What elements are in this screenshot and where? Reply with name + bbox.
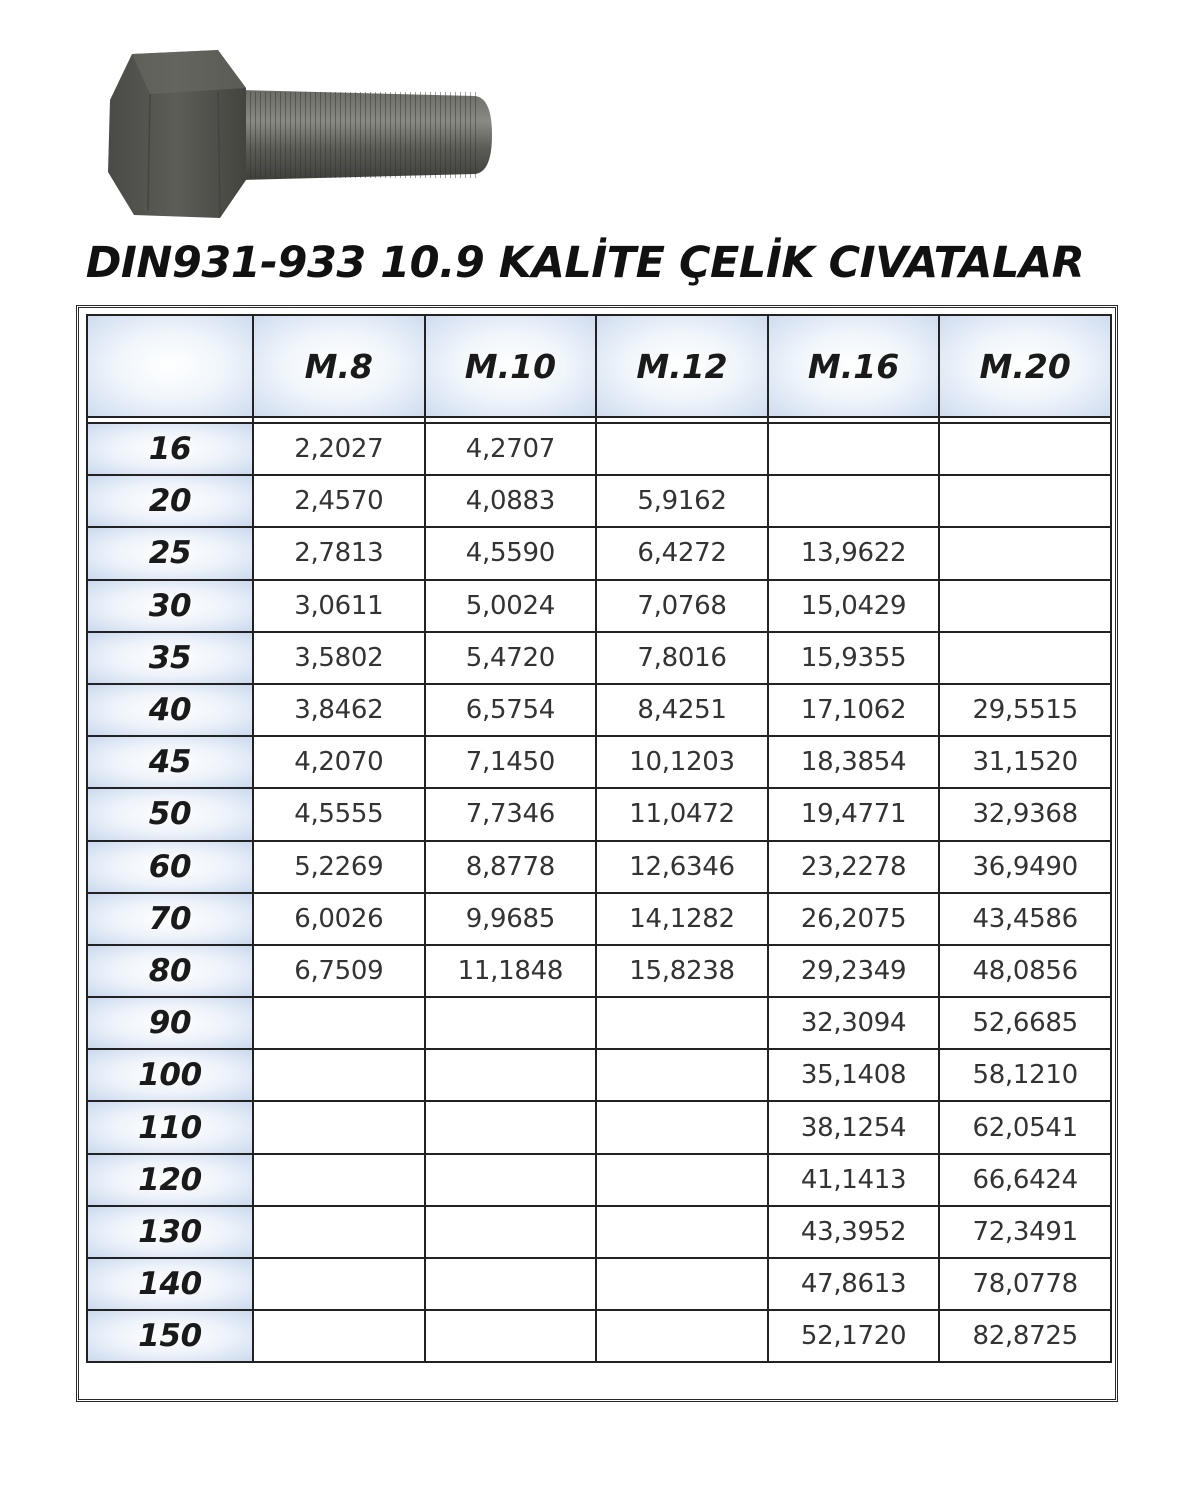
table-cell: 5,2269	[253, 841, 425, 893]
row-length-label: 70	[87, 893, 253, 945]
table-cell: 52,1720	[768, 1310, 940, 1362]
row-length-label: 25	[87, 527, 253, 579]
table-cell: 43,3952	[768, 1206, 940, 1258]
table-cell: 2,4570	[253, 475, 425, 527]
table-cell: 17,1062	[768, 684, 940, 736]
table-cell	[939, 580, 1111, 632]
table-row	[87, 736, 1111, 788]
table-row	[87, 423, 1111, 475]
table-cell	[253, 1154, 425, 1206]
table-cell	[253, 1101, 425, 1153]
table-cell: 5,0024	[425, 580, 597, 632]
table-cell	[939, 527, 1111, 579]
table-row	[87, 1154, 1111, 1206]
table-cell: 3,5802	[253, 632, 425, 684]
table-cell: 41,1413	[768, 1154, 940, 1206]
table-cell: 2,2027	[253, 423, 425, 475]
table-cell: 4,5590	[425, 527, 597, 579]
table-cell	[425, 1101, 597, 1153]
table-row	[87, 580, 1111, 632]
table-row	[87, 841, 1111, 893]
table-cell: 19,4771	[768, 788, 940, 840]
table-cell: 3,8462	[253, 684, 425, 736]
table-cell: 12,6346	[596, 841, 768, 893]
price-table-frame	[76, 305, 1118, 1402]
table-cell	[253, 997, 425, 1049]
table-cell: 36,9490	[939, 841, 1111, 893]
row-length-label: 140	[87, 1258, 253, 1310]
table-cell: 7,1450	[425, 736, 597, 788]
table-row	[87, 997, 1111, 1049]
table-cell: 48,0856	[939, 945, 1111, 997]
table-row	[87, 1206, 1111, 1258]
row-length-label: 90	[87, 997, 253, 1049]
table-cell	[596, 1206, 768, 1258]
table-cell: 32,3094	[768, 997, 940, 1049]
row-length-label: 150	[87, 1310, 253, 1362]
row-length-label: 110	[87, 1101, 253, 1153]
row-length-label: 60	[87, 841, 253, 893]
table-cell	[596, 1154, 768, 1206]
table-row	[87, 1310, 1111, 1362]
header-row	[87, 315, 1111, 417]
table-cell: 4,2707	[425, 423, 597, 475]
column-header: M.8	[253, 315, 425, 417]
table-cell: 8,4251	[596, 684, 768, 736]
table-cell: 43,4586	[939, 893, 1111, 945]
table-cell	[253, 1258, 425, 1310]
table-row	[87, 945, 1111, 997]
table-cell: 14,1282	[596, 893, 768, 945]
column-header: M.16	[768, 315, 940, 417]
row-length-label: 50	[87, 788, 253, 840]
table-cell: 72,3491	[939, 1206, 1111, 1258]
table-row	[87, 893, 1111, 945]
table-cell: 2,7813	[253, 527, 425, 579]
table-cell	[939, 475, 1111, 527]
table-cell: 78,0778	[939, 1258, 1111, 1310]
table-cell: 7,7346	[425, 788, 597, 840]
table-cell	[425, 1206, 597, 1258]
table-cell: 5,9162	[596, 475, 768, 527]
table-cell	[253, 1310, 425, 1362]
table-cell	[596, 1310, 768, 1362]
row-length-label: 130	[87, 1206, 253, 1258]
table-cell: 29,5515	[939, 684, 1111, 736]
hex-bolt-icon	[100, 40, 500, 225]
table-row	[87, 1258, 1111, 1310]
row-length-label: 45	[87, 736, 253, 788]
table-row	[87, 1101, 1111, 1153]
table-cell	[425, 1310, 597, 1362]
corner-cell	[87, 315, 253, 417]
row-length-label: 40	[87, 684, 253, 736]
row-length-label: 35	[87, 632, 253, 684]
table-cell	[596, 1258, 768, 1310]
table-cell	[425, 1258, 597, 1310]
table-body	[87, 417, 1111, 1362]
table-cell: 15,0429	[768, 580, 940, 632]
table-cell: 6,4272	[596, 527, 768, 579]
table-cell: 6,5754	[425, 684, 597, 736]
column-header: M.20	[939, 315, 1111, 417]
column-header: M.10	[425, 315, 597, 417]
table-cell: 4,2070	[253, 736, 425, 788]
table-cell	[939, 632, 1111, 684]
table-cell: 7,8016	[596, 632, 768, 684]
table-row	[87, 684, 1111, 736]
table-cell: 11,0472	[596, 788, 768, 840]
table-cell	[425, 997, 597, 1049]
table-cell: 8,8778	[425, 841, 597, 893]
table-cell: 38,1254	[768, 1101, 940, 1153]
table-cell: 26,2075	[768, 893, 940, 945]
table-cell: 66,6424	[939, 1154, 1111, 1206]
table-cell	[596, 1101, 768, 1153]
table-cell: 13,9622	[768, 527, 940, 579]
row-length-label: 120	[87, 1154, 253, 1206]
table-cell: 4,0883	[425, 475, 597, 527]
table-row	[87, 1049, 1111, 1101]
table-cell: 4,5555	[253, 788, 425, 840]
table-cell: 10,1203	[596, 736, 768, 788]
table-row	[87, 632, 1111, 684]
column-header: M.12	[596, 315, 768, 417]
table-cell	[596, 997, 768, 1049]
row-length-label: 16	[87, 423, 253, 475]
table-cell: 23,2278	[768, 841, 940, 893]
row-length-label: 80	[87, 945, 253, 997]
table-row	[87, 788, 1111, 840]
table-cell	[596, 1049, 768, 1101]
row-length-label: 20	[87, 475, 253, 527]
table-cell: 47,8613	[768, 1258, 940, 1310]
table-cell: 58,1210	[939, 1049, 1111, 1101]
table-cell: 7,0768	[596, 580, 768, 632]
table-cell: 35,1408	[768, 1049, 940, 1101]
table-cell	[253, 1206, 425, 1258]
table-cell: 6,0026	[253, 893, 425, 945]
table-cell: 82,8725	[939, 1310, 1111, 1362]
row-length-label: 100	[87, 1049, 253, 1101]
table-cell	[768, 475, 940, 527]
table-cell: 32,9368	[939, 788, 1111, 840]
table-cell: 11,1848	[425, 945, 597, 997]
table-cell: 15,8238	[596, 945, 768, 997]
table-cell: 15,9355	[768, 632, 940, 684]
table-cell: 3,0611	[253, 580, 425, 632]
page-title: DIN931-933 10.9 KALİTE ÇELİK CIVATALAR	[85, 238, 1085, 288]
price-table	[86, 314, 1112, 1363]
table-cell: 9,9685	[425, 893, 597, 945]
table-cell: 29,2349	[768, 945, 940, 997]
table-cell: 52,6685	[939, 997, 1111, 1049]
table-cell: 5,4720	[425, 632, 597, 684]
table-cell	[253, 1049, 425, 1101]
table-row	[87, 475, 1111, 527]
table-cell	[425, 1154, 597, 1206]
table-cell: 31,1520	[939, 736, 1111, 788]
table-row	[87, 527, 1111, 579]
table-cell	[425, 1049, 597, 1101]
table-cell	[768, 423, 940, 475]
row-length-label: 30	[87, 580, 253, 632]
table-cell	[596, 423, 768, 475]
table-cell: 62,0541	[939, 1101, 1111, 1153]
table-cell	[939, 423, 1111, 475]
table-cell: 18,3854	[768, 736, 940, 788]
table-cell: 6,7509	[253, 945, 425, 997]
